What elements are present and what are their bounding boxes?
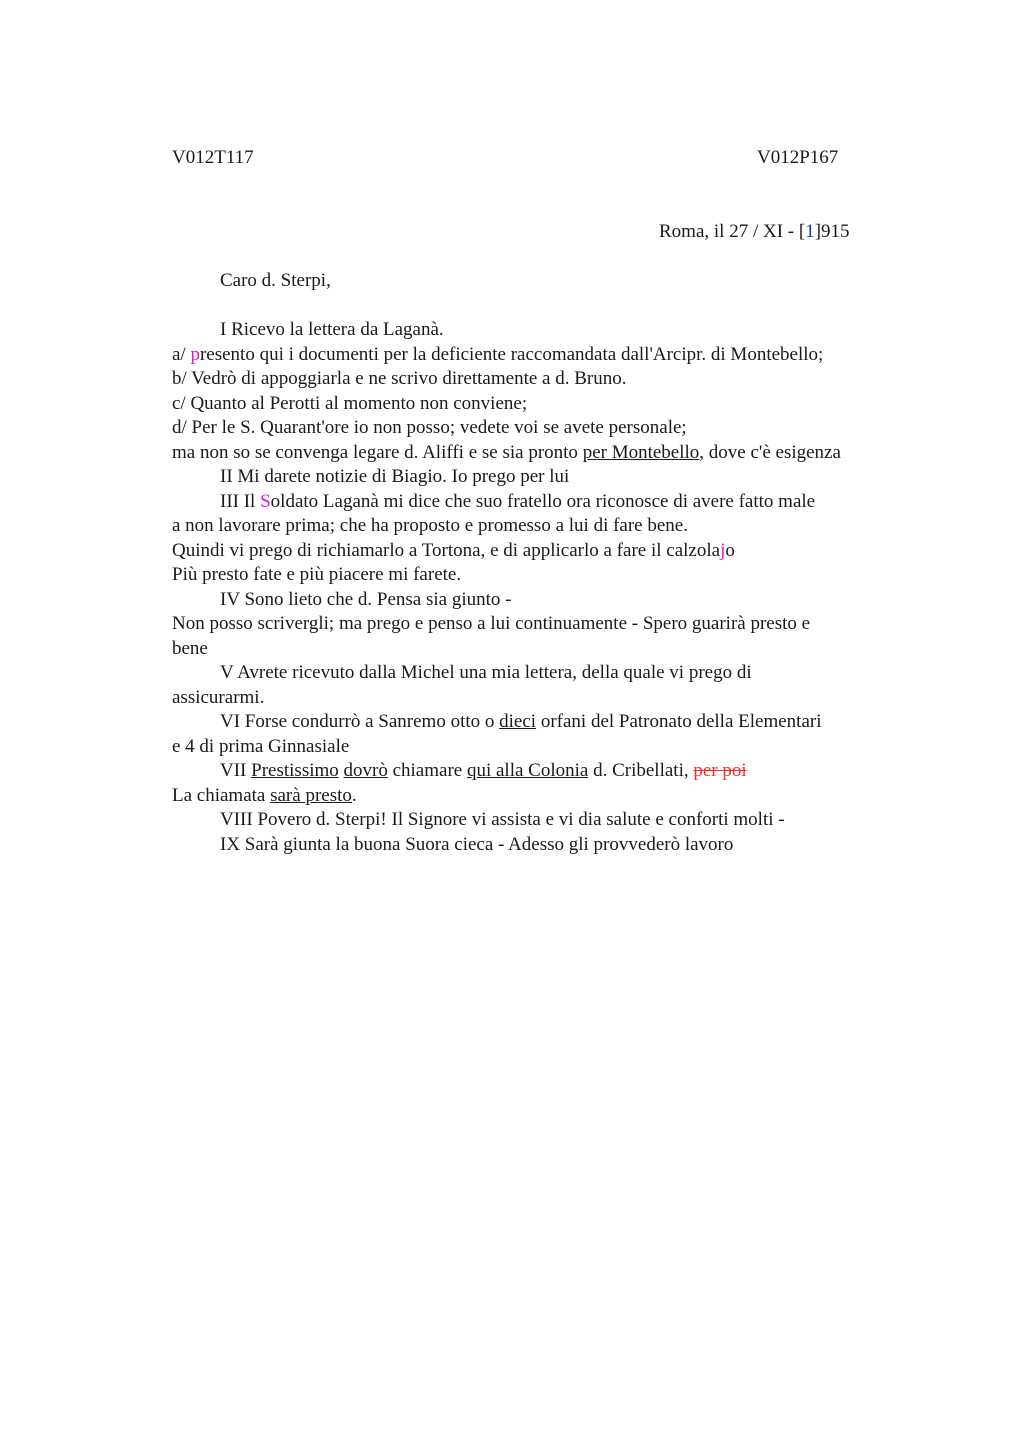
salutation: Caro d. Sterpi,	[220, 270, 331, 291]
paragraph-line-16: assicurarmi.	[172, 687, 265, 708]
paragraph-line-5: d/ Per le S. Quarant'ore io non posso; vedete voi se avete personale;	[172, 417, 687, 438]
paragraph-line-17: VI Forse condurrò a Sanremo otto o dieci orfani del Patronato della Elementari	[220, 711, 822, 732]
paragraph-line-9: a non lavorare prima; che ha proposto e promesso a lui di fare bene.	[172, 515, 688, 536]
underlined-text: qui alla Colonia	[466, 760, 589, 781]
paragraph-line-10: Quindi vi prego di richiamarlo a Tortona, e di applicarlo a fare il calzolajo	[172, 540, 735, 561]
corrected-letter: p	[190, 344, 200, 365]
dateline: Roma, il 27 / XI - [1]915	[659, 221, 850, 242]
document-code-right: V012P167	[757, 147, 839, 168]
underlined-text: per Montebello	[582, 442, 700, 463]
paragraph-line-6: ma non so se convenga legare d. Aliffi e se sia pronto per Montebello, dove c'è esigenza	[172, 442, 841, 463]
paragraph-line-12: IV Sono lieto che d. Pensa sia giunto -	[220, 589, 512, 610]
paragraph-line-20: La chiamata sarà presto.	[172, 785, 357, 806]
editor-restored-digit: 1	[805, 221, 815, 242]
paragraph-line-18: e 4 di prima Ginnasiale	[172, 736, 350, 757]
deleted-text: per poi	[693, 760, 747, 781]
paragraph-line-1: I Ricevo la lettera da Laganà.	[220, 319, 444, 340]
underlined-text: Prestissimo	[251, 760, 339, 781]
paragraph-line-7: II Mi darete notizie di Biagio. Io prego per lui	[220, 466, 570, 487]
paragraph-line-22: IX Sarà giunta la buona Suora cieca - Adesso gli provvederò lavoro	[220, 834, 734, 855]
corrected-letter: j	[720, 540, 726, 561]
paragraph-line-13: Non posso scrivergli; ma prego e penso a lui continuamente - Spero guarirà presto e	[172, 613, 811, 634]
underlined-text: dieci	[499, 711, 537, 732]
paragraph-line-21: VIII Povero d. Sterpi! Il Signore vi assista e vi dia salute e conforti molti -	[220, 809, 785, 830]
paragraph-line-4: c/ Quanto al Perotti al momento non conviene;	[172, 393, 528, 414]
paragraph-line-8: III Il Soldato Laganà mi dice che suo fratello ora riconosce di avere fatto male	[220, 491, 816, 512]
paragraph-line-19: VII Prestissimo dovrò chiamare qui alla Colonia d. Cribellati, per poi	[220, 760, 747, 781]
corrected-letter: S	[260, 491, 271, 512]
underlined-text: sarà presto	[270, 785, 352, 806]
paragraph-line-3: b/ Vedrò di appoggiarla e ne scrivo direttamente a d. Bruno.	[172, 368, 627, 389]
paragraph-line-11: Più presto fate e più piacere mi farete.	[172, 564, 462, 585]
paragraph-line-15: V Avrete ricevuto dalla Michel una mia lettera, della quale vi prego di	[220, 662, 752, 683]
paragraph-line-14: bene	[172, 638, 208, 659]
underlined-text: dovrò	[343, 760, 388, 781]
document-code-left: V012T117	[172, 147, 254, 168]
paragraph-line-2: a/ presento qui i documenti per la deficiente raccomandata dall'Arcipr. di Montebello;	[172, 344, 824, 365]
